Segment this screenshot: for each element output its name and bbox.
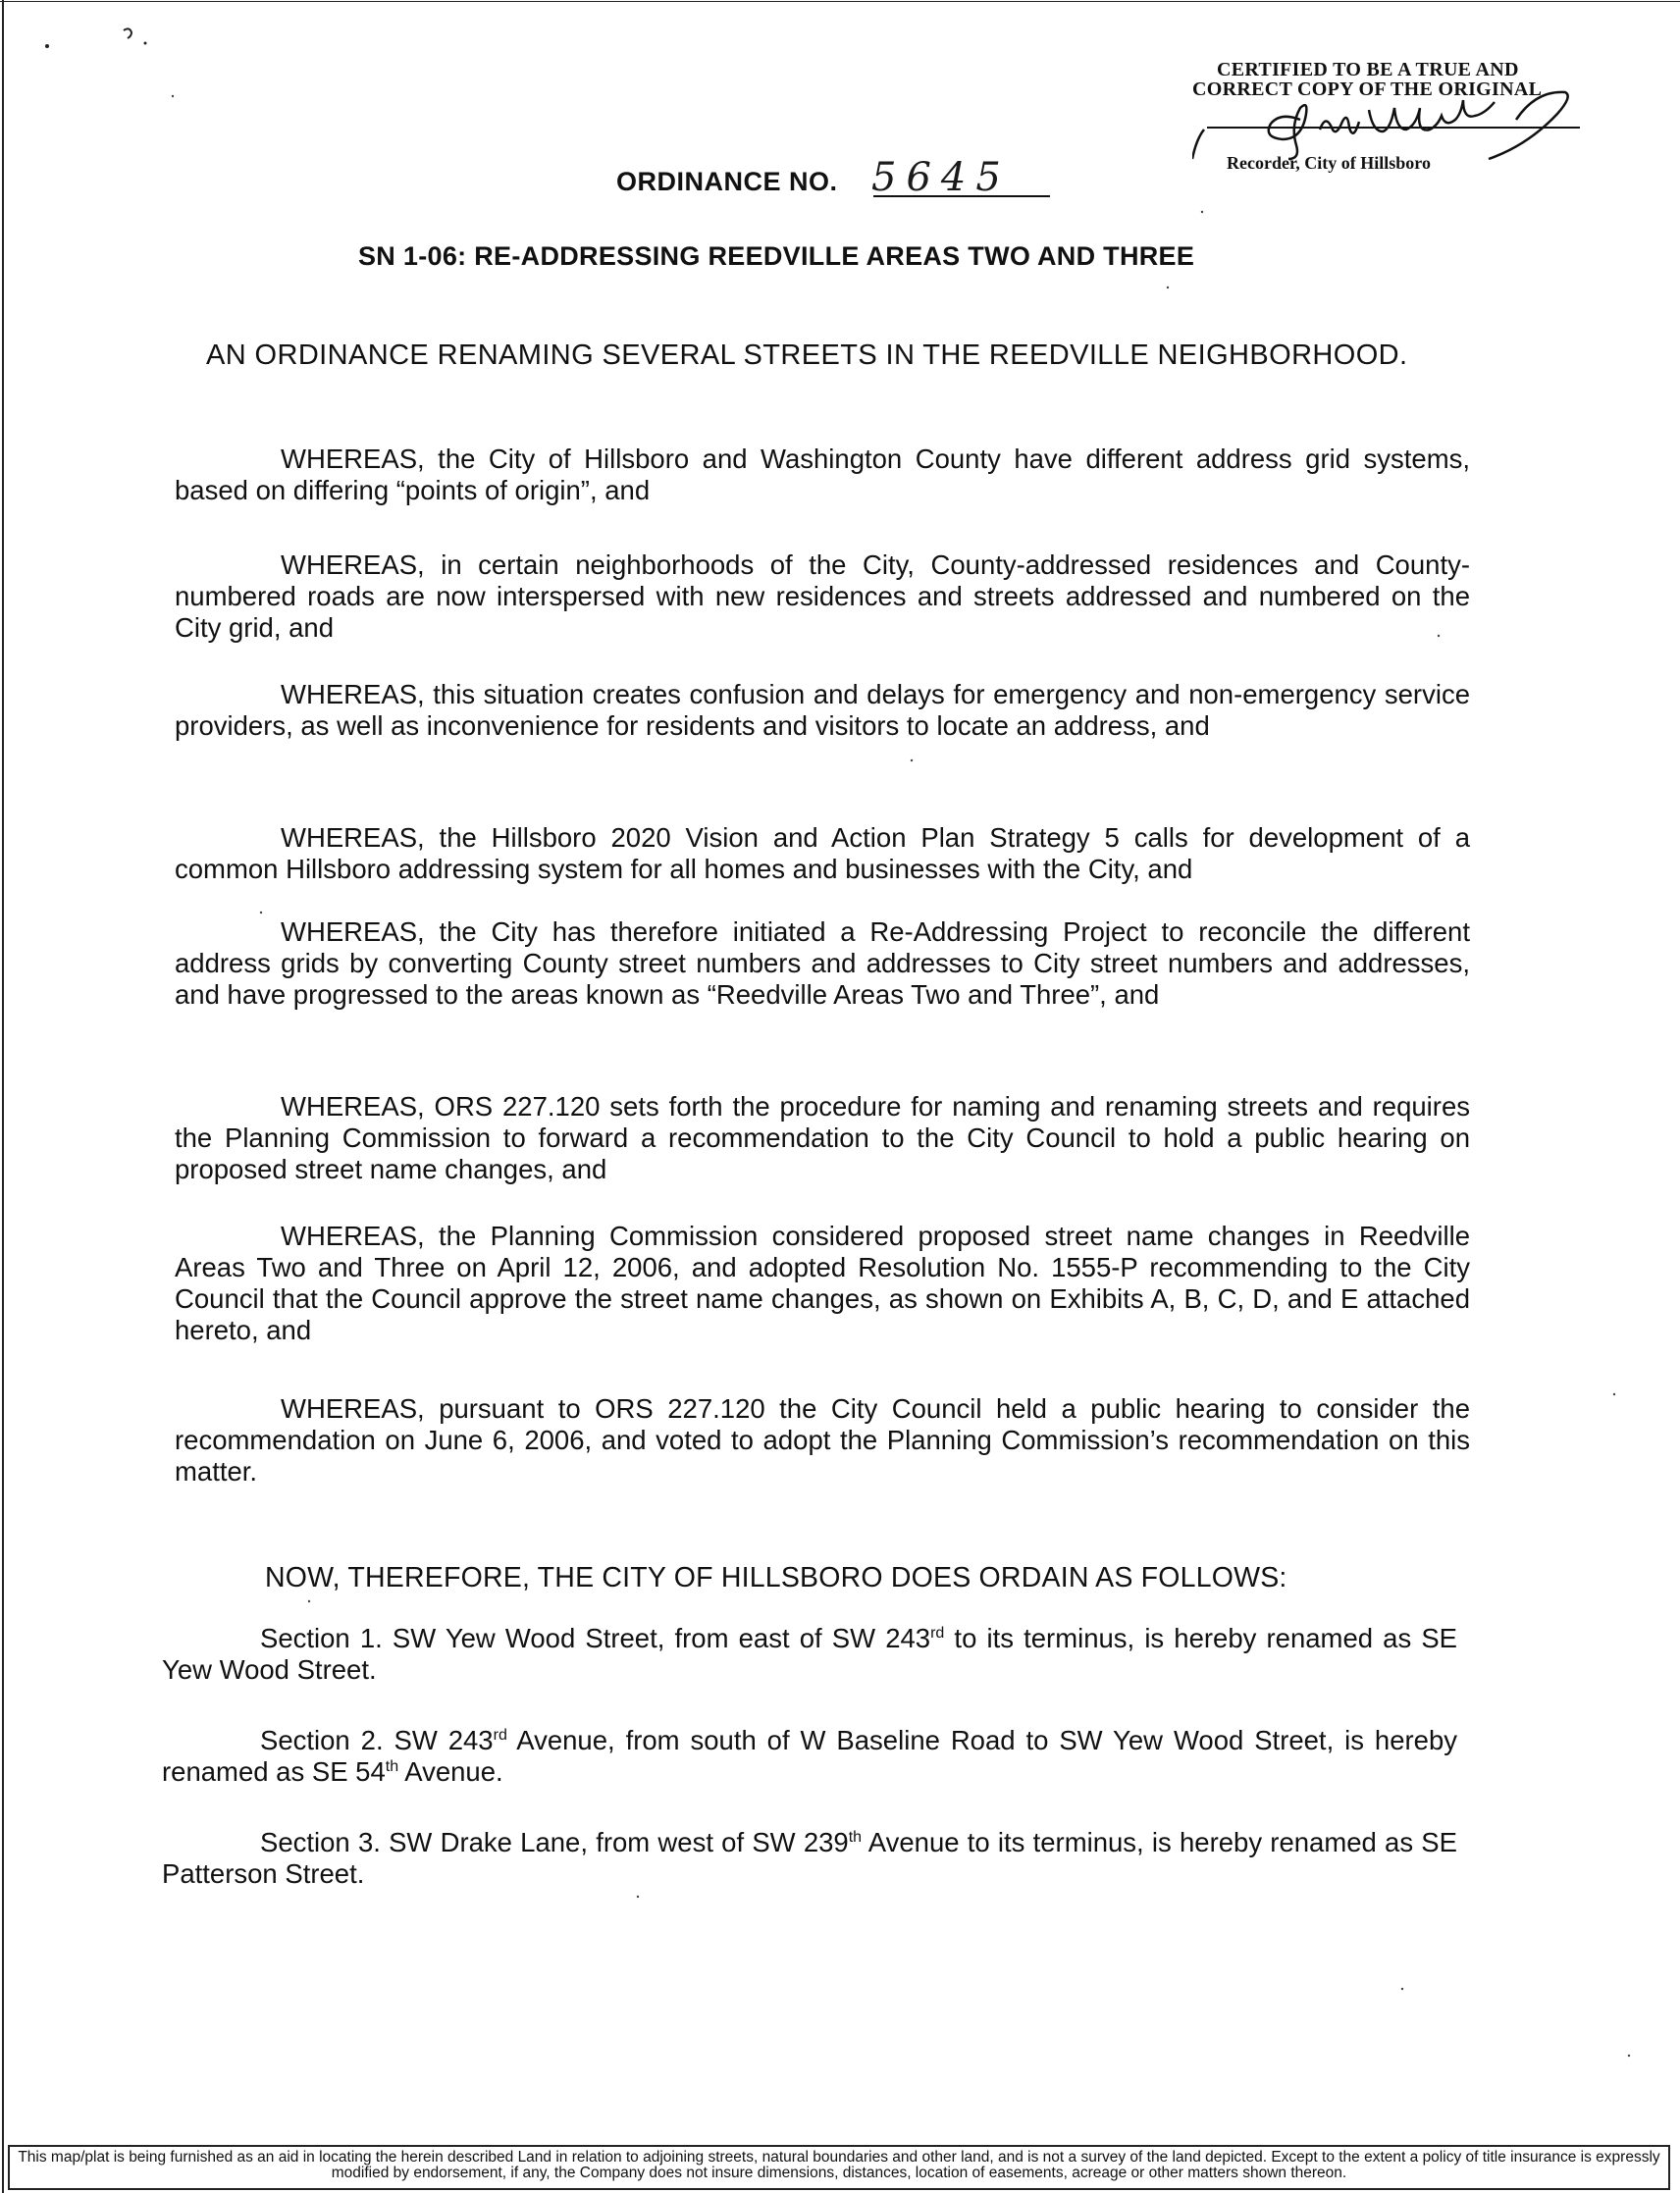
title-disclaimer-box [8,2145,1670,2190]
ordain-statement: NOW, THEREFORE, THE CITY OF HILLSBORO DOES ORDAIN AS FOLLOWS: [265,1562,1287,1593]
whereas-paragraph-8: WHEREAS, pursuant to ORS 227.120 the City Council held a public hearing to consider the recommendation on June 6, 2006, and voted to adopt the Planning Commission’s recommendation on this matter. [175,1393,1470,1487]
certification-stamp [1173,51,1585,179]
section-3-sup: th [848,1828,863,1846]
section-1-sup: rd [930,1624,945,1642]
whereas-paragraph-7: WHEREAS, the Planning Commission considered proposed street name changes in Reedville Areas Two and Three on April 12, 2006, and adopted Resolution No. 1555-P recommending to the City Council that the Council approve the street name changes, as shown on Exhibits A, B, C, D, and E attached hereto, and [175,1221,1470,1345]
section-2-text-a: Section 2. SW 243 [260,1725,494,1755]
section-3-text-a: Section 3. SW Drake Lane, from west of SW 239 [260,1827,849,1857]
stamp-line-3: Recorder, City of Hillsboro [1227,153,1431,173]
section-3 [162,1827,1457,1890]
ordinance-number-handwritten [864,147,1060,201]
ordinance-heading: AN ORDINANCE RENAMING SEVERAL STREETS IN THE REEDVILLE NEIGHBORHOOD. [206,339,1408,371]
whereas-paragraph-4: WHEREAS, the Hillsboro 2020 Vision and Action Plan Strategy 5 calls for development of a common Hillsboro addressing system for all homes and businesses with the City, and [175,822,1470,884]
whereas-paragraph-2: WHEREAS, in certain neighborhoods of the City, County-addressed residences and County-numbered roads are now interspersed with new residences and streets addressed and numbered on the City grid, and [175,549,1470,643]
whereas-paragraph-5: WHEREAS, the City has therefore initiated a Re-Addressing Project to reconcile the different address grids by converting County street numbers and addresses to City street numbers and addresses, and have progressed to the areas known as “Reedville Areas Two and Three”, and [175,916,1470,1010]
section-2-sup-1: rd [493,1726,507,1744]
disclaimer-text: This map/plat is being furnished as an aid in locating the herein described Land in relation to adjoining streets, natural boundaries and other land, and is not a survey of the land depicted. Except to the extent a policy of title insurance is expressly modified by endorsement, if any, the Company does not insure dimensions, distances, location of easements, acreage or other matters shown thereon. [18,2149,1660,2181]
whereas-paragraph-1: WHEREAS, the City of Hillsboro and Washington County have different address grid systems, based on differing “points of origin”, and [175,444,1470,505]
stamp-line-1: CERTIFIED TO BE A TRUE AND [1217,59,1519,80]
ordinance-label: ORDINANCE NO. [616,167,838,196]
whereas-paragraph-6: WHEREAS, ORS 227.120 sets forth the procedure for naming and renaming streets and requires the Planning Commission to forward a recommendation to the City Council to hold a public hearing on proposed street name changes, and [175,1091,1470,1184]
ordinance-subtitle: SN 1-06: RE-ADDRESSING REEDVILLE AREAS TWO AND THREE [358,241,1195,271]
section-2-sup-2: th [385,1757,399,1775]
ordinance-number-text: 5645 [871,155,1011,200]
section-2-text-b: Avenue, from south of W Baseline Road to SW Yew Wood Street, is hereby renamed as SE 54 [162,1725,1457,1787]
section-2 [162,1725,1457,1788]
section-3-text-b: Avenue to its terminus, is hereby renamed as SE Patterson Street. [162,1827,1457,1889]
section-1-text-a: Section 1. SW Yew Wood Street, from east of SW 243 [260,1623,931,1653]
whereas-paragraph-3: WHEREAS, this situation creates confusion and delays for emergency and non-emergency service providers, as well as inconvenience for residents and visitors to locate an address, and [175,679,1470,741]
section-1 [162,1623,1457,1686]
section-2-text-c: Avenue. [398,1756,503,1787]
section-1-text-b: to its terminus, is hereby renamed as SE Yew Wood Street. [162,1623,1458,1685]
stamp-line-2: CORRECT COPY OF THE ORIGINAL [1192,78,1543,100]
